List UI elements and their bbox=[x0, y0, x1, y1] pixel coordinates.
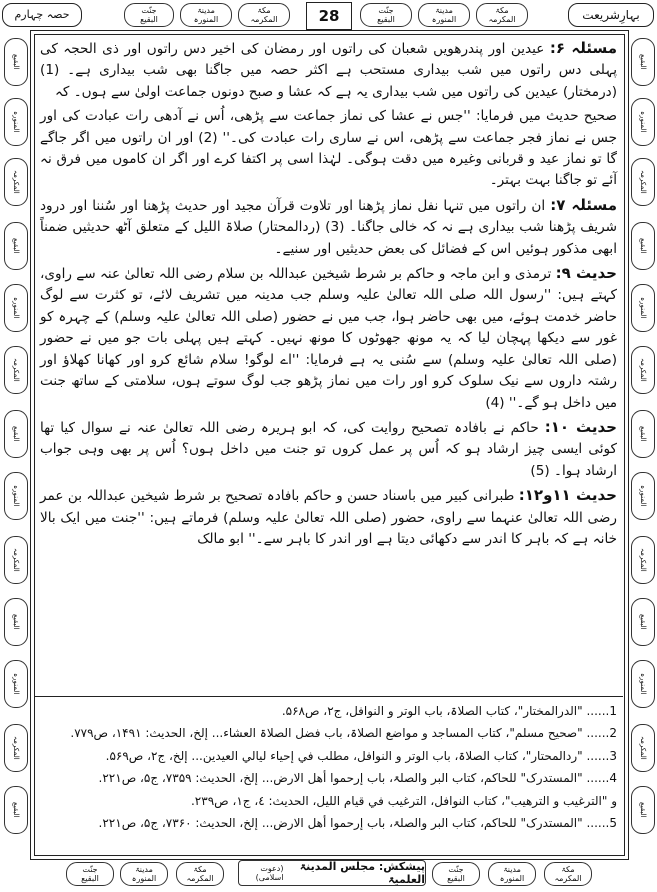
footnotes bbox=[40, 700, 617, 834]
footnote-4: 4...... "المستدرک" للحاکم، کتاب البر والصلۃ، باب إرحموا أھل الارض... إلخ، الحدیث: ۷۳۵۹، ج۵، ص۲۲۱. bbox=[98, 771, 617, 786]
paragraph-hadith-10: حدیث ۱۰: حاکم نے بافادہ تصحیح روایت کی، کہ ابو ہریرہ رضی اللہ تعالیٰ عنہ نے سوال کیا تھا کوئی ایسی چیز ارشاد ہو کہ اُس پر عمل کروں تو جنت میں داخل ہوں؟ اُس پر بھی وہی جواب ارشاد ہوا۔ (5) bbox=[40, 417, 617, 479]
side-label-left-12: المکرمہ bbox=[4, 724, 28, 772]
side-label-left-2: المنورہ bbox=[4, 98, 28, 146]
side-label-right-5: المنورہ bbox=[631, 284, 655, 332]
footnote-5: 5...... "المستدرک" للحاکم، کتاب البر والصلۃ، باب إرحموا أھل الارض... إلخ، الحدیث: ۷۳۶۰، ج۵، ص۲۲۱. bbox=[98, 816, 617, 831]
header-right-box-3: مکۃ المکرمہ bbox=[476, 3, 528, 27]
book-title: بہارِشریعت bbox=[582, 8, 640, 22]
side-label-left-13: البقیع bbox=[4, 786, 28, 834]
side-label-right-11: المنورہ bbox=[631, 660, 655, 708]
footnote-4b: و "الترغیب و الترھیب"، کتاب النوافل، الترغیب في قیام اللیل، الحدیث: ٤، ج۱، ص۲۳۹. bbox=[190, 793, 617, 808]
part-label-box bbox=[2, 3, 82, 27]
footer-left-box-2: مدینۃ المنورہ bbox=[120, 862, 168, 886]
side-label-right-12: المکرمہ bbox=[631, 724, 655, 772]
footnote-divider bbox=[34, 696, 623, 697]
masala-label: مسئلہ ۷: bbox=[550, 195, 618, 214]
side-label-right-7: البقیع bbox=[631, 410, 655, 458]
side-label-right-9: المکرمہ bbox=[631, 536, 655, 584]
header-left-box-1: جنّت البقیع bbox=[124, 3, 174, 27]
side-label-left-9: المکرمہ bbox=[4, 536, 28, 584]
masala-label: مسئلہ ۶: bbox=[549, 39, 617, 57]
header-right-box-1: جنّت البقیع bbox=[360, 3, 412, 27]
book-title-box bbox=[568, 3, 654, 27]
hadith-label: حدیث ۹: bbox=[555, 264, 617, 283]
side-label-left-3: المکرمہ bbox=[4, 158, 28, 206]
footer-left-box-1: جنّت البقیع bbox=[66, 862, 114, 886]
page-number: 28 bbox=[306, 2, 352, 30]
footnote-1: 1...... "الدرالمختار"، کتاب الصلاۃ، باب الوتر و النوافل، ج۲، ص۵۶۸. bbox=[281, 704, 617, 718]
side-label-right-2: المنورہ bbox=[631, 98, 655, 146]
part-label: حصہ چہارم bbox=[14, 8, 70, 21]
side-label-left-11: المنورہ bbox=[4, 660, 28, 708]
paragraph-hadith-9: حدیث ۹: ترمذی و ابن ماجہ و حاکم بر شرط شیخین عبداللہ بن سلام رضی اللہ تعالیٰ عنہ سے راوی، کہتے ہیں: ''رسول اللہ صلی اللہ تعالیٰ علیہ وسلم جب مدینہ میں تشریف لائے، تو کثرت سے لوگ حاضر خدمت ہوئے، میں بھی حاضر ہوا، جب میں نے حضور (صلی اللہ تعالیٰ علیہ وسلم) کے چہرہ کو غور سے دیکھا پہچان لیا کہ یہ مونھ جھوٹوں کا مونھ نہیں۔ کہتے ہیں پہلی بات جو میں نے حضور (صلی اللہ تعالیٰ علیہ وسلم) سے سُنی یہ ہے فرمایا: ''اے لوگو! سلام شائع کرو اور کھانا کھلاؤ اور رشتہ داروں سے نیک سلوک کرو اور رات میں نماز پڑھو جب لوگ سوتے ہوں، سلامتی کے ساتھ جنت میں داخل ہو گے۔'' (4) bbox=[40, 264, 617, 411]
side-label-right-8: المنورہ bbox=[631, 472, 655, 520]
side-label-right-13: البقیع bbox=[631, 786, 655, 834]
side-label-right-4: البقیع bbox=[631, 222, 655, 270]
footer-right-box-2: مدینۃ المنورہ bbox=[488, 862, 536, 886]
side-label-right-1: البقیع bbox=[631, 38, 655, 86]
side-label-left-7: البقیع bbox=[4, 410, 28, 458]
paragraph-masala-7: مسئلہ ۷: ان راتوں میں تنہا نفل نماز پڑھنا اور تلاوت قرآن مجید اور حدیث پڑھنا اور سُننا اور درود شریف پڑھنا شب بیداری ہے نہ کہ خالی جاگنا۔ (3) (ردالمحتار) صلاۃ اللیل کے متعلق آٹھ حدیثیں ضمناً ابھی مذکور ہوئیں اس کے فضائل کی بعض حدیثیں اور سنیے۔ bbox=[40, 195, 618, 257]
hadith-label: حدیث ۱۰: bbox=[544, 417, 617, 436]
paragraph-hadith-isha: صحیح حدیث میں فرمایا: ''جس نے عشا کی نماز جماعت سے پڑھی، اُس نے آدھی رات عبادت کی اور جس نے نماز فجر جماعت سے پڑھی، اس نے ساری رات عبادت کی۔'' (2) اور ان راتوں میں اگر جاگے گا تو نماز عید و قربانی وغیرہ میں دقت ہوگی۔ لہٰذا اسی پر اکتفا کرے اور اگر ان کاموں میں فرق نہ آئے تو جاگنا بہت بہتر۔ bbox=[40, 108, 617, 189]
footer-left-box-3: مکۃ المکرمہ bbox=[176, 862, 224, 886]
side-label-right-6: المکرمہ bbox=[631, 346, 655, 394]
side-label-left-6: المکرمہ bbox=[4, 346, 28, 394]
side-label-left-5: المنورہ bbox=[4, 284, 28, 332]
paragraph-masala-6: مسئلہ ۶: عیدین اور پندرھویں شعبان کی راتوں اور رمضان کی اخیر دس راتوں اور ذی الحجہ کی پہلی دس راتوں میں شب بیداری مستحب ہے اکثر حصہ میں جاگنا بھی شب بیداری ہے۔ (1) (درمختار) عیدین کی راتوں میں شب بیداری یہ ہے کہ عشا و صبح دونوں جماعت اولیٰ سے ہوں۔ کہ bbox=[40, 39, 617, 100]
side-label-left-10: البقیع bbox=[4, 598, 28, 646]
side-label-left-1: البقیع bbox=[4, 38, 28, 86]
side-label-left-8: المنورہ bbox=[4, 472, 28, 520]
side-label-right-10: البقیع bbox=[631, 598, 655, 646]
publisher-label: پیشکش: مجلس المدینۃ العلمیۃ (دعوت اسلامی) bbox=[238, 860, 426, 886]
footnote-2: 2...... "صحیح مسلم"، کتاب المساجد و مواضع الصلاۃ، باب فضل الصلاۃ العشاء... إلخ، الحدیث: ۱۴۹۱، ص۷۷۹. bbox=[70, 726, 617, 741]
header-left-box-2: مدینۃ المنورہ bbox=[180, 3, 232, 27]
paragraph-hadith-11-12: حدیث ۱۱و۱۲: طبرانی کبیر میں باسناد حسن و حاکم بافادہ تصحیح بر شرط شیخین عبداللہ بن عمر رضی اللہ تعالیٰ عنہما سے راوی، حضور (صلی اللہ تعالیٰ علیہ وسلم) فرماتے ہیں: ''جنت میں ایک بالا خانہ ہے کہ باہر کا اندر سے دکھائی دیتا ہے اور اندر کا باہر سے۔'' ابو مالک bbox=[40, 486, 617, 547]
header-right-box-2: مدینۃ المنورہ bbox=[418, 3, 470, 27]
footer-right-box-1: جنّت البقیع bbox=[432, 862, 480, 886]
header-left-box-3: مکۃ المکرمہ bbox=[238, 3, 290, 27]
side-label-left-4: البقیع bbox=[4, 222, 28, 270]
hadith-label: حدیث ۱۱و۱۲: bbox=[518, 486, 617, 505]
side-label-right-3: المکرمہ bbox=[631, 158, 655, 206]
main-text bbox=[40, 38, 617, 695]
footer-right-box-3: مکۃ المکرمہ bbox=[544, 862, 592, 886]
footnote-3: 3...... "ردالمحتار"، کتاب الصلاۃ، باب الوتر و النوافل، مطلب في إحیاء لیالي العیدین... إلخ، ج۲، ص۵۶۹. bbox=[105, 748, 617, 763]
